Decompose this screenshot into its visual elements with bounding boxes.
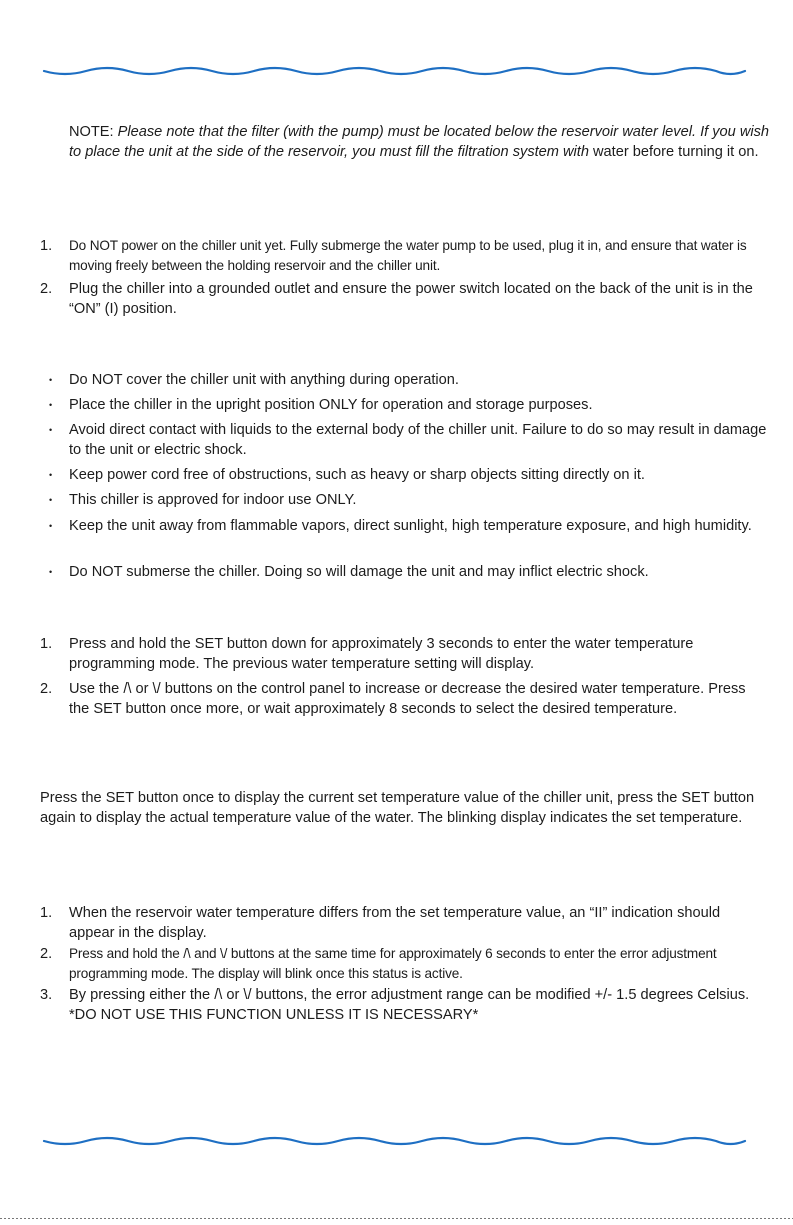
list-item-text: Use the /\ or \/ buttons on the control panel to increase or decrease the desired water temperature. Press the SET button once more, or wait approximately 8 seconds to select the desired temperature. — [69, 681, 746, 717]
bullet-icon: • — [49, 470, 53, 480]
note-plain-text: water before turning it on. — [588, 144, 759, 160]
list-marker: 1. — [40, 636, 53, 652]
list-marker: 2. — [40, 281, 53, 297]
list-item-text: Plug the chiller into a grounded outlet and ensure the power switch located on the back of the unit is in the “ON” (I) position. — [69, 281, 753, 317]
bullet-icon: • — [49, 425, 53, 435]
list-item-text: By pressing either the /\ or \/ buttons, the error adjustment range can be modified +/- 1.5 degrees Celsius. *DO NOT USE THIS FUNCTION UNLESS IT IS NECESSARY* — [69, 987, 750, 1023]
list-item-text: When the reservoir water temperature differs from the set temperature value, an “II” indication should appear in the display. — [69, 905, 721, 941]
list-marker: 3. — [40, 987, 53, 1003]
list-item-text: Do NOT power on the chiller unit yet. Fully submerge the water pump to be used, plug it in, and ensure that water is moving freely between the holding reservoir and the chiller unit. — [69, 238, 747, 273]
list-item-text: Press and hold the SET button down for approximately 3 seconds to enter the water temperature programming mode. The previous water temperature setting will display. — [69, 636, 694, 672]
page-edge-dotted-line — [0, 1218, 793, 1219]
list-item-text: This chiller is approved for indoor use ONLY. — [69, 492, 357, 508]
list-marker: 1. — [40, 238, 53, 254]
list-marker: 2. — [40, 946, 53, 962]
bullet-icon: • — [49, 521, 53, 531]
top-wave-divider — [0, 56, 793, 86]
bottom-wave-divider — [0, 1126, 793, 1156]
list-item-text: Keep power cord free of obstructions, such as heavy or sharp objects sitting directly on it. — [69, 467, 645, 483]
bullet-icon: • — [49, 400, 53, 410]
list-marker: 2. — [40, 681, 53, 697]
list-item-text: Press and hold the /\ and \/ buttons at the same time for approximately 6 seconds to enter the error adjustment programming mode. The display will blink once this status is active. — [69, 946, 717, 981]
note-paragraph — [69, 122, 769, 162]
list-item-text: Avoid direct contact with liquids to the external body of the chiller unit. Failure to do so may result in damage to the unit or electric shock. — [69, 422, 767, 458]
list-item-text: Keep the unit away from flammable vapors, direct sunlight, high temperature exposure, and high humidity. — [69, 518, 752, 534]
bullet-icon: • — [49, 567, 53, 577]
list-item-text: Do NOT submerse the chiller. Doing so will damage the unit and may inflict electric shock. — [69, 564, 649, 580]
bullet-icon: • — [49, 375, 53, 385]
list-marker: 1. — [40, 905, 53, 921]
note-label: NOTE: — [69, 124, 114, 140]
list-item-text: Place the chiller in the upright position ONLY for operation and storage purposes. — [69, 397, 593, 413]
bullet-icon: • — [49, 495, 53, 505]
note-italic-text: Please note that the filter (with the pump) must be located below the reservoir water level. If you wish to place the unit at the side of the reservoir, you must fill the filtration system with — [69, 124, 770, 160]
display-paragraph: Press the SET button once to display the current set temperature value of the chiller unit, press the SET button again to display the actual temperature value of the water. The blinking display indicates the set temperature. — [40, 790, 755, 826]
list-item-text: Do NOT cover the chiller unit with anything during operation. — [69, 372, 459, 388]
